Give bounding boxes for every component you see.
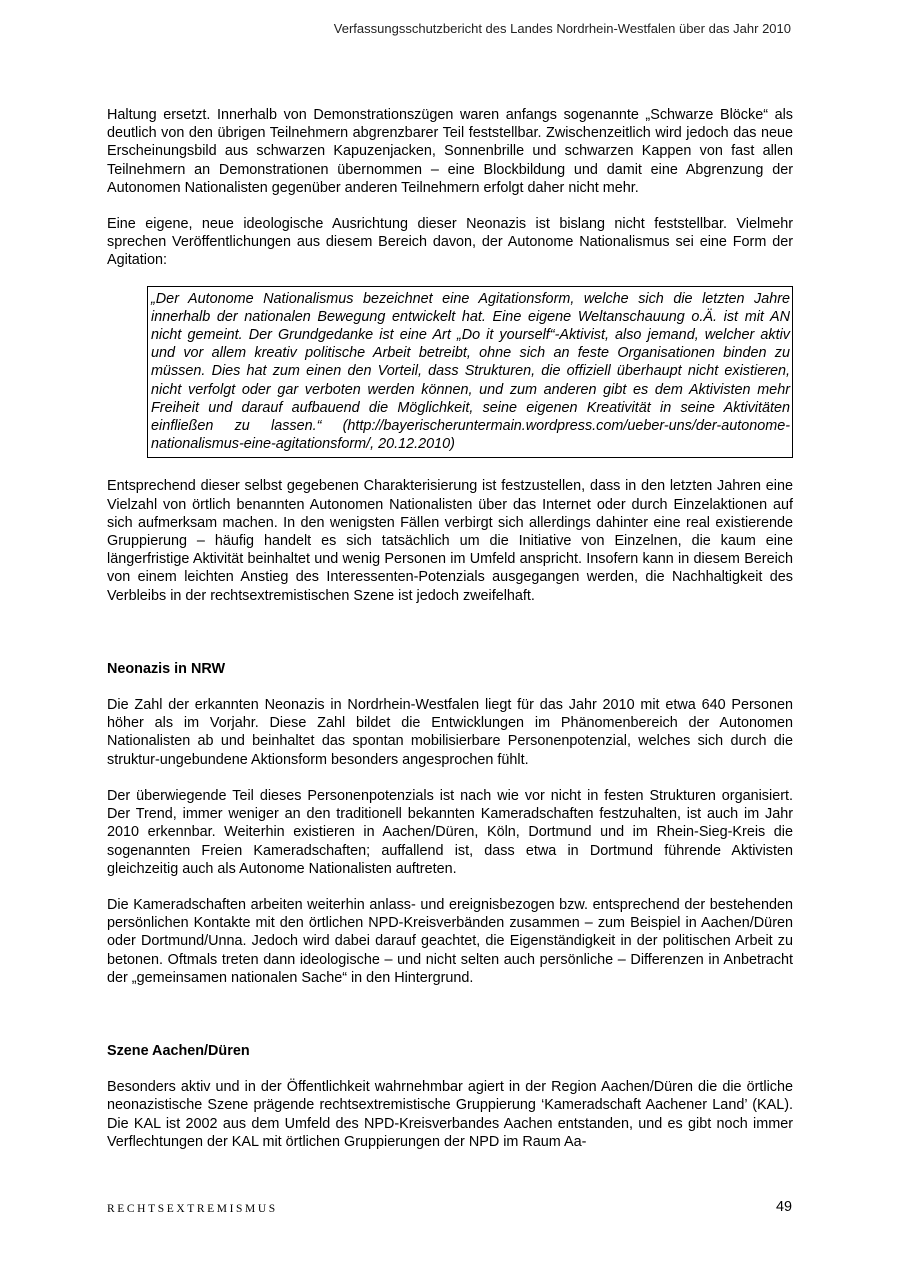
paragraph-5: Der überwiegende Teil dieses Personenpotenzials ist nach wie vor nicht in festen Strukturen organisiert. Der Trend, immer weniger an den traditionell bekannten Kameradschaften festzuhalten, ist auch im Jahr 2010 erkennbar. Weiterhin existieren in Aachen/Düren, Köln, Dortmund und im Rhein-Sieg-Kreis die sogenannten Freien Kameradschaften; auffallend ist, dass etwa in Dortmund führende Aktivisten gleichzeitig auch als Autonome Nationalisten auftreten.	[107, 787, 793, 877]
paragraph-1: Haltung ersetzt. Innerhalb von Demonstrationszügen waren anfangs sogenannte „Schwarze Blöcke“ als deutlich von den übrigen Teilnehmern abgrenzbarer Teil feststellbar. Zwischenzeitlich wird jedoch das neue Erscheinungsbild aus schwarzen Kapuzenjacken, Sonnenbrille und schwarzen Kappen von fast allen Teilnehmern an Demonstrationen übernommen – eine Blockbildung und damit eine Abgrenzung der Autonomen Nationalisten gegenüber anderen Teilnehmern erfolgt daher nicht mehr.	[107, 107, 793, 196]
footer-section-label: RECHTSEXTREMISMUS	[107, 1203, 278, 1215]
paragraph-3: Entsprechend dieser selbst gegebenen Charakterisierung ist festzustellen, dass in den letzten Jahren eine Vielzahl von örtlich benannten Autonomen Nationalisten über das Internet oder durch Einzelaktionen auf sich aufmerksam machen. In den wenigsten Fällen verbirgt sich allerdings dahinter eine real existierende Gruppierung – häufig handelt es sich tatsächlich um die Initiative von Einzelnen, die kaum eine längerfristige Aktivität beinhaltet und wenig Personen im Umfeld anspricht. Insofern kann in diesem Bereich von einem leichten Anstieg des Interessenten-Potenzials ausgegangen werden, die Nachhaltigkeit des Verbleibs in der rechtsextremistischen Szene ist jedoch zweifelhaft.	[107, 478, 793, 604]
paragraph-6: Die Kameradschaften arbeiten weiterhin anlass- und ereignisbezogen bzw. entsprechend der bestehenden persönlichen Kontakte mit den örtlichen NPD-Kreisverbänden zusammen – zum Beispiel in Aachen/Düren oder Dortmund/Unna. Jedoch wird dabei darauf geachtet, die Eigenständigkeit in der politischen Arbeit zu betonen. Oftmals treten dann ideologische – und nicht selten auch persönliche – Differenzen in Anbetracht der „gemeinsamen nationalen Sache“ in den Hintergrund.	[107, 896, 793, 986]
section-heading-aachen-dueren: Szene Aachen/Düren	[107, 1042, 250, 1059]
paragraph-4: Die Zahl der erkannten Neonazis in Nordrhein-Westfalen liegt für das Jahr 2010 mit etwa 640 Personen höher als im Vorjahr. Diese Zahl bildet die Entwicklungen im Phänomenbereich der Autonomen Nationalisten ab und beinhaltet das spontan mobilisierbare Personenpotenzial, welches sich durch die struktur-ungebundene Aktionsform besonders angesprochen fühlt.	[107, 697, 793, 768]
paragraph-2: Eine eigene, neue ideologische Ausrichtung dieser Neonazis ist bislang nicht feststellbar. Vielmehr sprechen Veröffentlichungen aus diesem Bereich davon, der Autonome Nationalismus sei eine Form der Agitation:	[107, 216, 793, 269]
block-quote: „Der Autonome Nationalismus bezeichnet eine Agitationsform, welche sich die letzten Jahre innerhalb der nationalen Bewegung entwickelt hat. Eine eigene Weltanschauung o.Ä. ist mit AN nicht gemeint. Der Grundgedanke ist eine Art „Do it yourself“-Aktivist, also jemand, welcher aktiv und vor allem kreativ politische Arbeit betreibt, ohne sich an feste Organisationen binden zu müssen. Dies hat zum einen den Vorteil, dass Strukturen, die offiziell überhaupt nicht existieren, nicht verfolgt oder gar verboten werden können, und zum anderen gibt es dem Aktivisten mehr Freiheit und darauf aufbauend die Möglichkeit, seine eigenen Kreativität in seine Aktivitäten einfließen zu lassen.“ (http://bayerischeruntermain.wordpress.com/ueber-uns/der-autonome-nationalismus-eine-agitationsform/, 20.12.2010)	[147, 286, 793, 459]
page-number: 49	[775, 1199, 792, 1215]
section-heading-neonazis-nrw: Neonazis in NRW	[107, 660, 226, 677]
paragraph-7: Besonders aktiv und in der Öffentlichkeit wahrnehmbar agiert in der Region Aachen/Düren die die örtliche neonazistische Szene prägende rechtsextremistische Gruppierung ‘Kameradschaft Aachener Land’ (KAL). Die KAL ist 2002 aus dem Umfeld des NPD-Kreisverbandes Aachen entstanden, und es gibt noch immer Verflechtungen der KAL mit örtlichen Gruppierungen der NPD im Raum Aa-	[107, 1079, 793, 1150]
page-body	[107, 106, 793, 1151]
running-header: Verfassungsschutzbericht des Landes Nordrhein-Westfalen über das Jahr 2010	[333, 21, 791, 36]
